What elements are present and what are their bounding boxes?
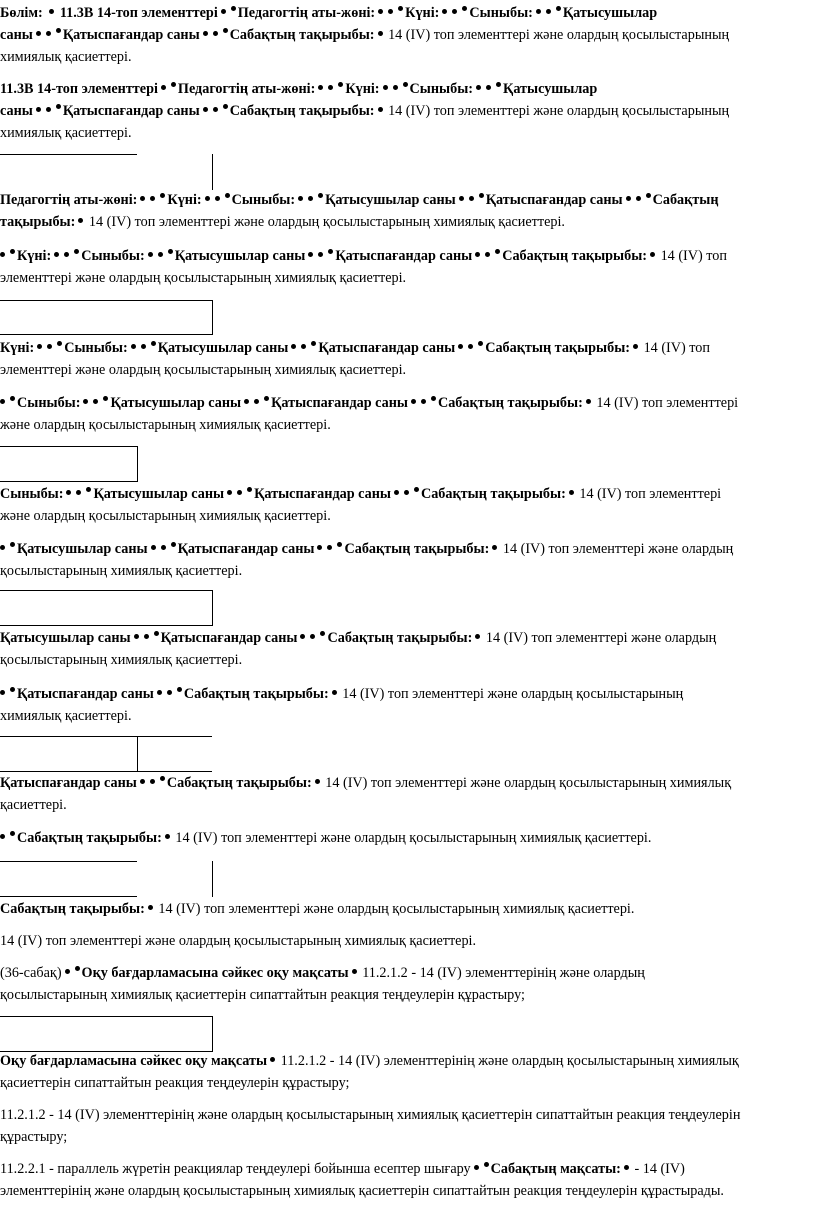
grade-label: Сыныбы:: [64, 340, 128, 356]
grade-label: Сыныбы:: [0, 486, 64, 502]
lesson-topic-label: Сабақтың тақырыбы:: [502, 248, 648, 264]
bullet: [161, 85, 166, 90]
absent-label: Қатыспағандар саны: [62, 103, 200, 119]
grade-label: Сыныбы:: [469, 5, 533, 21]
bullet: [0, 399, 5, 404]
bullet: [83, 399, 88, 404]
bullet: [586, 399, 591, 404]
bullet: [650, 252, 655, 257]
lesson-topic-label: Сабақтың тақырыбы:: [437, 395, 583, 411]
table-rule: [0, 590, 212, 591]
bullet: [308, 252, 313, 257]
bullet: [10, 687, 15, 692]
present-label: Қатысушылар саны: [174, 248, 306, 264]
bullet: [148, 252, 153, 257]
teacher-label: Педагогтің аты-жөні:: [177, 81, 316, 97]
bullet: [469, 196, 474, 201]
bullet: [318, 85, 323, 90]
bullet: [0, 834, 5, 839]
absent-label: Қатыспағандар саны: [485, 192, 623, 208]
bullet: [546, 9, 551, 14]
table-rule: [0, 1016, 212, 1017]
table-rule: [0, 154, 137, 155]
bullet: [171, 82, 176, 87]
bullet: [10, 249, 15, 254]
present-label: Қатысушылар саны: [110, 395, 242, 411]
bullet: [404, 490, 409, 495]
bullet: [215, 196, 220, 201]
bullet: [221, 9, 226, 14]
bullet: [646, 193, 651, 198]
bullet: [411, 399, 416, 404]
bullet: [421, 399, 426, 404]
grade-label: Сыныбы:: [231, 192, 296, 208]
bullet: [431, 396, 436, 401]
bullet: [161, 545, 166, 550]
topic-text: 14 (IV) топ элементтері және олардың қосылыстарының химиялық қасиеттері.: [0, 933, 477, 949]
bullet: [151, 341, 156, 346]
paragraph-10: [0, 683, 812, 727]
table-rule: [212, 300, 213, 335]
topic-code-label: 11.3В 14-топ элементтері: [59, 5, 218, 21]
bullet: [144, 634, 149, 639]
bullet: [264, 396, 269, 401]
absent-label: Қатыспағандар саны: [62, 27, 200, 43]
bullet: [478, 341, 483, 346]
program-goal-label: Оқу бағдарламасына сәйкес оқу мақсаты: [0, 1053, 268, 1069]
bullet: [213, 107, 218, 112]
bullet: [75, 966, 80, 971]
bullet: [301, 344, 306, 349]
topic-code-label: 11.3В 14-топ элементтері: [0, 81, 158, 97]
goal-text: 11.2.1.2 - 14 (IV) элементтерінің және олардың: [362, 965, 645, 981]
bullet: [315, 779, 320, 784]
bullet: [291, 344, 296, 349]
bullet: [414, 487, 419, 492]
bullet: [213, 31, 218, 36]
bullet: [459, 196, 464, 201]
bullet: [203, 107, 208, 112]
bullet: [237, 490, 242, 495]
goal-text: элементтерінің және олардың қосылыстарының химиялық қасиеттерін сипаттайтын реакция теңдеулерін құрастырады.: [0, 1183, 724, 1199]
present-label: Қатысушылар саны: [157, 340, 289, 356]
bullet: [37, 344, 42, 349]
absent-label: Қатыспағандар саны: [271, 395, 408, 411]
bullet: [134, 634, 139, 639]
bullet: [569, 490, 574, 495]
absent-label: Қатыспағандар саны: [17, 686, 154, 702]
bullet: [328, 249, 333, 254]
bullet: [394, 490, 399, 495]
lesson-topic-label: Сабақтың тақырыбы:: [166, 775, 312, 791]
present-label: Қатысушылар саны: [0, 630, 131, 646]
goal-text: - 14 (IV): [634, 1161, 685, 1177]
lesson-goal-label: Сабақтың мақсаты:: [490, 1161, 621, 1177]
bullet: [10, 542, 15, 547]
lesson-topic-label: Сабақтың тақырыбы:: [344, 541, 490, 557]
paragraph-12: [0, 827, 812, 849]
bullet: [458, 344, 463, 349]
bullet: [76, 490, 81, 495]
day-label: Күні:: [17, 248, 52, 264]
grade-label: Сыныбы:: [81, 248, 145, 264]
bullet: [78, 218, 83, 223]
bullet: [311, 341, 316, 346]
bullet: [452, 9, 457, 14]
day-label: Күні:: [405, 5, 440, 21]
bullet: [0, 545, 5, 550]
present-label-part: саны: [0, 103, 33, 119]
bullet: [318, 252, 323, 257]
paragraph-6: Сыныбы: Қатысушылар саны Қатыспағандар саны Сабақтың тақырыбы: 14 (IV) топ элементтері және олардың қосылыстарының химиялық қасиеттері.: [0, 395, 739, 433]
bullet: [205, 196, 210, 201]
bullet: [36, 107, 41, 112]
bullet: [247, 487, 252, 492]
bullet: [56, 28, 61, 33]
bullet: [475, 252, 480, 257]
bullet: [496, 82, 501, 87]
lesson-topic-label: Сабақтың тақырыбы:: [229, 27, 375, 43]
bullet: [56, 104, 61, 109]
paragraph-5: Күні: Сыныбы: Қатысушылар саны Қатыспағандар саны Сабақтың тақырыбы: 14 (IV) топ элементтері және олардың қосылыстарының химиялық қасиеттері.: [0, 340, 710, 378]
bullet: [168, 249, 173, 254]
day-label: Күні:: [0, 340, 35, 356]
absent-label: Қатыспағандар саны: [318, 340, 456, 356]
bullet: [160, 776, 165, 781]
bullet: [317, 545, 322, 550]
bullet: [300, 634, 305, 639]
absent-label: Қатыспағандар саны: [335, 248, 473, 264]
bullet: [310, 634, 315, 639]
bullet: [57, 341, 62, 346]
bullet: [231, 6, 236, 11]
bullet: [270, 1057, 275, 1062]
topic-text: 14 (IV) топ элементтері және олардың қосылыстарының: [342, 686, 684, 702]
bullet: [626, 196, 631, 201]
bullet: [556, 6, 561, 11]
bullet: [492, 545, 497, 550]
bullet: [624, 1165, 629, 1170]
paragraph-17: [0, 1104, 812, 1148]
paragraph-1: [0, 2, 812, 68]
topic-text: 14 (IV) топ элементтері және олардың қосылыстарының: [388, 27, 730, 43]
bullet: [378, 31, 383, 36]
bullet: [154, 631, 159, 636]
bullet: [141, 344, 146, 349]
paragraph-7: Сыныбы: Қатысушылар саны Қатыспағандар саны Сабақтың тақырыбы: 14 (IV) топ элементтері және олардың қосылыстарының химиялық қасиеттері.: [0, 486, 722, 524]
goal-text: 11.2.1.2 - 14 (IV) элементтерінің және олардың қосылыстарының химиялық: [280, 1053, 739, 1069]
absent-label: Қатыспағандар саны: [160, 630, 298, 646]
topic-text: 14 (IV) топ элементтері және олардың қосылыстарының химиялық: [325, 775, 732, 791]
bullet: [332, 690, 337, 695]
bullet: [160, 193, 165, 198]
paragraph-16: [0, 1050, 812, 1094]
bullet: [171, 542, 176, 547]
bullet: [337, 542, 342, 547]
paragraph-4: Күні: Сыныбы: Қатысушылар саны Қатыспағандар саны Сабақтың тақырыбы: 14 (IV) топ элементтері және олардың қосылыстарының химиялық қасиеттері.: [0, 248, 727, 286]
topic-text: химиялық қасиеттері.: [0, 125, 132, 141]
topic-text: 14 (IV) топ элементтері және олардың қосылыстарының: [388, 103, 730, 119]
bullet: [148, 905, 153, 910]
lesson-topic-label: Сабақтың тақырыбы:: [229, 103, 375, 119]
absent-label: Қатыспағандар саны: [0, 775, 137, 791]
table-rule: [212, 861, 213, 897]
bullet: [66, 490, 71, 495]
bullet: [49, 9, 54, 14]
present-label-part: Қатысушылар: [503, 81, 598, 97]
bullet: [167, 690, 172, 695]
bullet: [86, 487, 91, 492]
bullet: [486, 85, 491, 90]
goal-text: қосылыстарының химиялық қасиеттерін сипаттайтын реакция теңдеулерін құрастыру;: [0, 987, 525, 1003]
bullet: [495, 249, 500, 254]
table-rule: [0, 481, 137, 482]
bullet: [0, 690, 5, 695]
bullet: [10, 831, 15, 836]
goal-text: құрастыру;: [0, 1129, 68, 1145]
bullet: [474, 1165, 479, 1170]
paragraph-8: Қатысушылар саны Қатыспағандар саны Сабақтың тақырыбы: 14 (IV) топ элементтері және олардың қосылыстарының химиялық қасиеттері.: [0, 541, 734, 579]
table-rule: [0, 300, 212, 301]
bullet: [485, 252, 490, 257]
bullet: [74, 249, 79, 254]
table-rule: [137, 736, 138, 772]
bullet: [225, 193, 230, 198]
paragraph-15: [0, 962, 812, 1006]
table-rule: [0, 861, 137, 862]
bullet: [484, 1162, 489, 1167]
lesson-topic-label: Сабақтың тақырыбы:: [485, 340, 631, 356]
paragraph-11: [0, 772, 812, 816]
paragraph-2: [0, 78, 812, 144]
grade-label: Сыныбы:: [17, 395, 81, 411]
bullet: [378, 107, 383, 112]
bullet: [177, 687, 182, 692]
table-rule: [0, 334, 212, 335]
bullet: [203, 31, 208, 36]
bullet: [47, 344, 52, 349]
bullet: [150, 779, 155, 784]
bullet: [383, 85, 388, 90]
bullet: [462, 6, 467, 11]
bullet: [393, 85, 398, 90]
topic-text: қасиеттері.: [0, 797, 67, 813]
bullet: [0, 252, 5, 257]
lesson-topic-label: Сабақтың тақырыбы:: [327, 630, 473, 646]
bullet: [318, 193, 323, 198]
grade-label: Сыныбы:: [409, 81, 474, 97]
bullet: [103, 396, 108, 401]
table-rule: [137, 446, 138, 482]
bullet: [352, 969, 357, 974]
bullet: [46, 31, 51, 36]
bullet: [140, 779, 145, 784]
bullet: [54, 252, 59, 257]
present-label: Қатысушылар саны: [93, 486, 225, 502]
table-rule: [0, 896, 137, 897]
bullet: [468, 344, 473, 349]
lesson-number: (36-сабақ): [0, 965, 62, 981]
bullet: [65, 969, 70, 974]
lesson-topic-label: Сабақтың тақырыбы:: [0, 901, 145, 917]
bullet: [338, 82, 343, 87]
present-label-part: Қатысушылар: [562, 5, 658, 21]
bullet: [36, 31, 41, 36]
table-rule: [212, 590, 213, 626]
bullet: [46, 107, 51, 112]
goal-text: қасиеттерін сипаттайтын реакция теңдеулерін құрастыру;: [0, 1075, 350, 1091]
topic-text: химиялық қасиеттері.: [0, 49, 132, 65]
bullet: [151, 545, 156, 550]
paragraph-13: [0, 898, 812, 920]
absent-label: Қатыспағандар саны: [254, 486, 391, 502]
paragraph-9: Қатысушылар саны Қатыспағандар саны Сабақтың тақырыбы: 14 (IV) топ элементтері және олардың қосылыстарының химиялық қасиеттері.: [0, 630, 717, 668]
topic-text: химиялық қасиеттері.: [0, 708, 132, 724]
paragraph-18: [0, 1158, 812, 1202]
table-rule: [212, 154, 213, 190]
bullet: [298, 196, 303, 201]
teacher-label: Педагогтің аты-жөні:: [237, 5, 376, 21]
absent-label: Қатыспағандар саны: [177, 541, 315, 557]
section-label: Бөлім:: [0, 5, 43, 21]
topic-text: 14 (IV) топ элементтері және олардың қосылыстарының химиялық қасиеттері.: [88, 214, 565, 230]
bullet: [157, 690, 162, 695]
day-label: Күні:: [345, 81, 380, 97]
bullet: [223, 104, 228, 109]
table-rule: [212, 1016, 213, 1052]
bullet: [254, 399, 259, 404]
lesson-topic-label: Сабақтың тақырыбы:: [183, 686, 329, 702]
present-label: Қатысушылар саны: [325, 192, 456, 208]
table-rule: [0, 625, 212, 626]
lesson-topic-label: Сабақтың тақырыбы:: [17, 830, 162, 846]
bullet: [227, 490, 232, 495]
bullet: [150, 196, 155, 201]
topic-text: 14 (IV) топ элементтері және олардың қосылыстарының химиялық қасиеттері.: [175, 830, 652, 846]
paragraph-3: Педагогтің аты-жөні: Күні: Сыныбы: Қатысушылар саны Қатыспағандар саны Сабақтың тақырыбы: 14 (IV) топ элементтері және олардың қосылыстарының химиялық қасиеттері.: [0, 192, 719, 230]
table-rule: [0, 446, 137, 447]
bullet: [223, 28, 228, 33]
bullet: [320, 631, 325, 636]
table-rule: [0, 736, 212, 737]
bullet: [442, 9, 447, 14]
bullet: [327, 545, 332, 550]
bullet: [633, 344, 638, 349]
bullet: [398, 6, 403, 11]
bullet: [244, 399, 249, 404]
bullet: [536, 9, 541, 14]
bullet: [165, 834, 170, 839]
bullet: [476, 85, 481, 90]
bullet: [308, 196, 313, 201]
lesson-topic-label: Сабақтың тақырыбы:: [420, 486, 566, 502]
goal-text: 11.2.1.2 - 14 (IV) элементтерінің және олардың қосылыстарының химиялық қасиеттерін сипаттайтын реакция теңдеулерін: [0, 1107, 741, 1123]
bullet: [64, 252, 69, 257]
present-label-part: саны: [0, 27, 33, 43]
topic-text: 14 (IV) топ элементтері және олардың қосылыстарының химиялық қасиеттері.: [158, 901, 635, 917]
bullet: [140, 196, 145, 201]
bullet: [475, 634, 480, 639]
bullet: [388, 9, 393, 14]
bullet: [93, 399, 98, 404]
bullet: [636, 196, 641, 201]
goal-text: 11.2.2.1 - параллель жүретін реакциялар теңдеулері бойынша есептер шығару: [0, 1161, 471, 1177]
bullet: [378, 9, 383, 14]
bullet: [328, 85, 333, 90]
paragraph-14: [0, 930, 812, 952]
bullet: [10, 396, 15, 401]
bullet: [403, 82, 408, 87]
day-label: Күні:: [167, 192, 202, 208]
bullet: [158, 252, 163, 257]
teacher-label: Педагогтің аты-жөні:: [0, 192, 138, 208]
bullet: [131, 344, 136, 349]
bullet: [479, 193, 484, 198]
program-goal-label: Оқу бағдарламасына сәйкес оқу мақсаты: [81, 965, 349, 981]
present-label: Қатысушылар саны: [17, 541, 148, 557]
